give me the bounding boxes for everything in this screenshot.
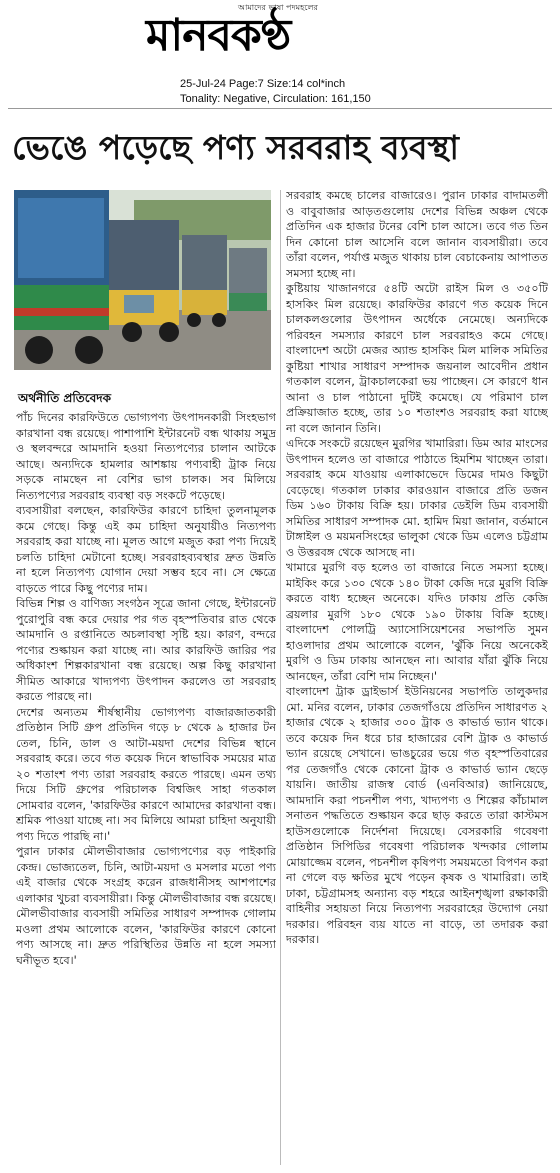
article-paragraph: দেশের অন্যতম শীর্ষস্থানীয় ভোগ্যপণ্য বাজারজাতকারী প্রতিষ্ঠান সিটি গ্রুপ প্রতিদিন গড়ে ৮ থেকে ৯ হাজার টন তেল, চিনি, ডাল ও আটা-ময়দা দেশের বিভিন্ন স্থানে সরবরাহ করে। তবে গত কয়েক দিনে স্বাভাবিক সময়ের মাত্র ২০ শতাংশ পণ্য তারা সরবরাহ করতে পারছে। এমন তথ্য দিয়ে সিটি গ্রুপের পরিচালক বিশ্বজিৎ সাহা গতকাল সোমবার বলেন, 'কারফিউর কারণে আমাদের কারখানা বন্ধ। শ্রমিক পাওয়া যাচ্ছে না। সব মিলিয়ে আমরা চাহিদা অনুযায়ী পণ্য দিতে পারছি না।' — [16, 705, 276, 843]
header-rule — [8, 108, 552, 109]
article-byline: অর্থনীতি প্রতিবেদক — [18, 391, 111, 405]
clip-meta-tonality: Tonality: Negative, Circulation: 161,150 — [180, 93, 371, 105]
cargo-trucks-image — [14, 190, 271, 370]
article-paragraph: কুষ্টিয়ায় খাজানগরে ৫৪টি অটো রাইস মিল ও ৩৫০টি হাসকিং মিল রয়েছে। কারফিউর কারণে গত কয়েক দিনে চালকলগুলোর উৎপাদন অর্ধেকে নেমেছে। অন্যদিকে পরিবহন সমস্যার কারণে চাল সরবরাহও কমে গেছে। বাংলাদেশ অটো মেজর অ্যান্ড হাসকিং মিল মালিক সমিতির কুষ্টিয়া শাখার সাধারণ সম্পাদক জয়নাল আবেদীন প্রধান গতকাল বলেন, ট্রাকচালকেরা ভয় পাচ্ছেন। সে কারণে ধান আনা ও চাল পাঠানো দুটিই কমেছে। যে পরিমাণ চাল প্রক্রিয়াজাত হচ্ছে, তার ১০ শতাংশও সরবরাহ করা যাচ্ছে না বলে জানান তিনি। — [286, 282, 548, 435]
article-paragraph: খামারে মুরগি বড় হলেও তা বাজারে নিতে সমস্যা হচ্ছে। মাইকিং করে ১৩০ থেকে ১৪০ টাকা কেজি দরে মুরগি বিক্রি করতে বাধ্য হচ্ছেন অনেকে। যদিও ঢাকায় প্রতি কেজি ব্রয়লার মুরগি ১৮০ থেকে ১৯০ টাকায় বিক্রি হচ্ছে। বাংলাদেশ পোলট্রি অ্যাসোসিয়েশনের সভাপতি সুমন হাওলাদার প্রথম আলোকে বলেন, 'ঝুঁকি নিয়ে অনেকেই মুরগি ও ডিম ঢাকায় আনছেন না। আবার যাঁরা ঝুঁকি নিয়ে আনছেন, তাঁরা বেশি দাম নিচ্ছেন।' — [286, 561, 548, 683]
article-paragraph: বিভিন্ন শিল্প ও বাণিজ্য সংগঠন সূত্রে জানা গেছে, ইন্টারনেট পুরোপুরি বন্ধ করে দেয়ার পর গত বৃহস্পতিবার রাত থেকে আমদানি ও রপ্তানিতে অচলাবস্থা সৃষ্টি হয়। কারণ, বন্দরে পণ্যের শুল্কায়ন করা যাচ্ছে না। আর কারফিউ জারির পর অধিকাংশ শিল্পকারখানা বন্ধ রয়েছে। অল্প কিছু কারখানা সীমিত আকারে খাদ্যপণ্য উৎপাদন করলেও তা সরবরাহ করতে পারছে না। — [16, 597, 276, 703]
article-paragraph: সরবরাহ কমছে চালের বাজারেও। পুরান ঢাকার বাদামতলী ও বাবুবাজার আড়তগুলোয় দেশের বিভিন্ন অঞ্চল থেকে প্রতিদিন এক হাজার টনের বেশি চাল আসে। তবে গত তিন দিন কোনো চাল আসেনি বলে জানান ব্যবসায়ীরা। তবে তাঁরা বলেন, পর্যাপ্ত মজুত থাকায় চাল বেচাকেনায় আপাতত সমস্যা হচ্ছে না। — [286, 189, 548, 280]
masthead-tagline: আমাদের ভাষা পদমহলের — [238, 3, 318, 12]
article-paragraph: এদিকে সংকটে রয়েছেন মুরগির খামারিরা। ডিম আর মাংসের উৎপাদন হলেও তা বাজারে পাঠাতে হিমশিম খাচ্ছেন তারা। সরবরাহ কমে যাওয়ায় এলাকাভেদে ডিমের দামও কিছুটা বেড়েছে। গতকাল ঢাকার কারওয়ান বাজারে প্রতি ডজন ডিম ১৬০ টাকায় বিক্রি হয়। ঢাকার ডেইলি ডিম ব্যবসায়ী সমিতির সাধারণ সম্পাদক মো. হামিদ মিয়া জানান, বর্তমানে টাঙ্গাইল ও ময়মনসিংহের ভালুকা থেকে ডিম এলেও চট্টগ্রাম ও উত্তরবঙ্গ থেকে আসছে না। — [286, 437, 548, 559]
article-headline: ভেঙে পড়েছে পণ্য সরবরাহ ব্যবস্থা — [12, 128, 459, 167]
article-paragraph: বাংলাদেশ ট্রাক ড্রাইভার্স ইউনিয়নের সভাপতি তালুকদার মো. মনির বলেন, ঢাকার তেজগাঁওয়ে প্রতিদিন সাধারণত ২ হাজার থেকে ২ হাজার ৩০০ ট্রাক ও কাভার্ড ভ্যান থাকে। তবে কয়েক দিন ধরে চার হাজারের বেশি ট্রাক ও কাভার্ড ভ্যান রয়েছে সেখানে। ভাঙচুরের ভয়ে গত বৃহস্পতিবারের পর তেজগাঁও থেকে কোনো ট্রাক ও কাভার্ড ভ্যান ছেড়ে যায়নি। জাতীয় রাজস্ব বোর্ড (এনবিআর) জানিয়েছে, আমদানি করা পচনশীল পণ্য, খাদ্যপণ্য ও শিল্পের কাঁচামাল সনাতন পদ্ধতিতে শুল্কায়ন করে ছাড় করতে তারা কাস্টমস হাউসগুলোকে নির্দেশনা দিয়েছে। বেসরকারি গবেষণা প্রতিষ্ঠান সিপিডির গবেষণা পরিচালক খন্দকার গোলাম মোয়াজ্জেম বলেন, পচনশীল কৃষিপণ্য সময়মতো বিপণন করা না গেলে বড় ক্ষতির মুখে পড়েন কৃষক ও খামারিরা। তাই ঢাকা, চট্টগ্রামসহ অন্যান্য বড় শহরে আইনশৃঙ্খলা রক্ষাকারী বাহিনীর সহায়তা নিয়ে নিত্যপণ্য সরবরাহের উদ্যোগ নেয়া দরকার। পরিবহন ব্যয় যাতে না বাড়ে, তা তদারক করা দরকার। — [286, 685, 548, 946]
newspaper-logo: মানবকণ্ঠ — [146, 10, 291, 61]
masthead — [0, 0, 560, 72]
article-paragraph: ব্যবসায়ীরা বলছেন, কারফিউর কারণে চাহিদা তুলনামূলক কমে গেছে। কিন্তু এই কম চাহিদা অনুযায়ীও নিত্যপণ্য সরবরাহ করা যাচ্ছে না। মূলত আগে মজুত করা পণ্য দিয়েই চলতি চাহিদা মেটানো হচ্ছে। সরবরাহব্যবস্থার দ্রুত উন্নতি না হলে নিত্যপণ্য যোগান দেয়া সম্ভব হবে না। সে ক্ষেত্রে বাড়তে পারে কিছু পণ্যের দাম। — [16, 504, 276, 595]
article-column-right — [286, 188, 548, 1168]
article-paragraph: পাঁচ দিনের কারফিউতে ভোগ্যপণ্য উৎপাদনকারী সিংহভাগ কারখানা বন্ধ রয়েছে। পাশাপাশি ইন্টারনেট বন্ধ থাকায় সমুদ্র ও স্থলবন্দরে আমদানি হওয়া নিত্যপণ্যের চালান আটকে আছে। অন্যদিকে হামলার আশঙ্কায় পণ্যবাহী ট্রাক নিয়ে সড়কে নামছেন না বেশির ভাগ চালক। সব মিলিয়ে নিত্যপণ্যের সরবরাহ ব্যবস্থা বড় সংকটে পড়েছে। — [16, 411, 276, 502]
clip-meta-page: 25-Jul-24 Page:7 Size:14 col*inch — [180, 78, 346, 90]
article-column-left — [16, 410, 276, 1168]
article-paragraph: পুরান ঢাকার মৌলভীবাজার ভোগ্যপণ্যের বড় পাইকারি কেন্দ্র। ভোজ্যতেল, চিনি, আটা-ময়দা ও মসলার মতো পণ্য এই বাজার থেকে সংগ্রহ করেন রাজধানীসহ আশপাশের এলাকার খুচরা ব্যবসায়ীরা। কিন্তু মৌলভীবাজার বন্ধ রয়েছে। মৌলভীবাজার ব্যবসায়ী সমিতির সাধারণ সম্পাদক গোলাম মওলা প্রথম আলোকে বলেন, 'কারফিউর কারণে কোনো পণ্য আসছে না। দ্রুত পরিস্থিতির উন্নতি না হলে সমস্যা ঘনীভূত হবে।' — [16, 845, 276, 967]
column-divider — [280, 190, 281, 1165]
